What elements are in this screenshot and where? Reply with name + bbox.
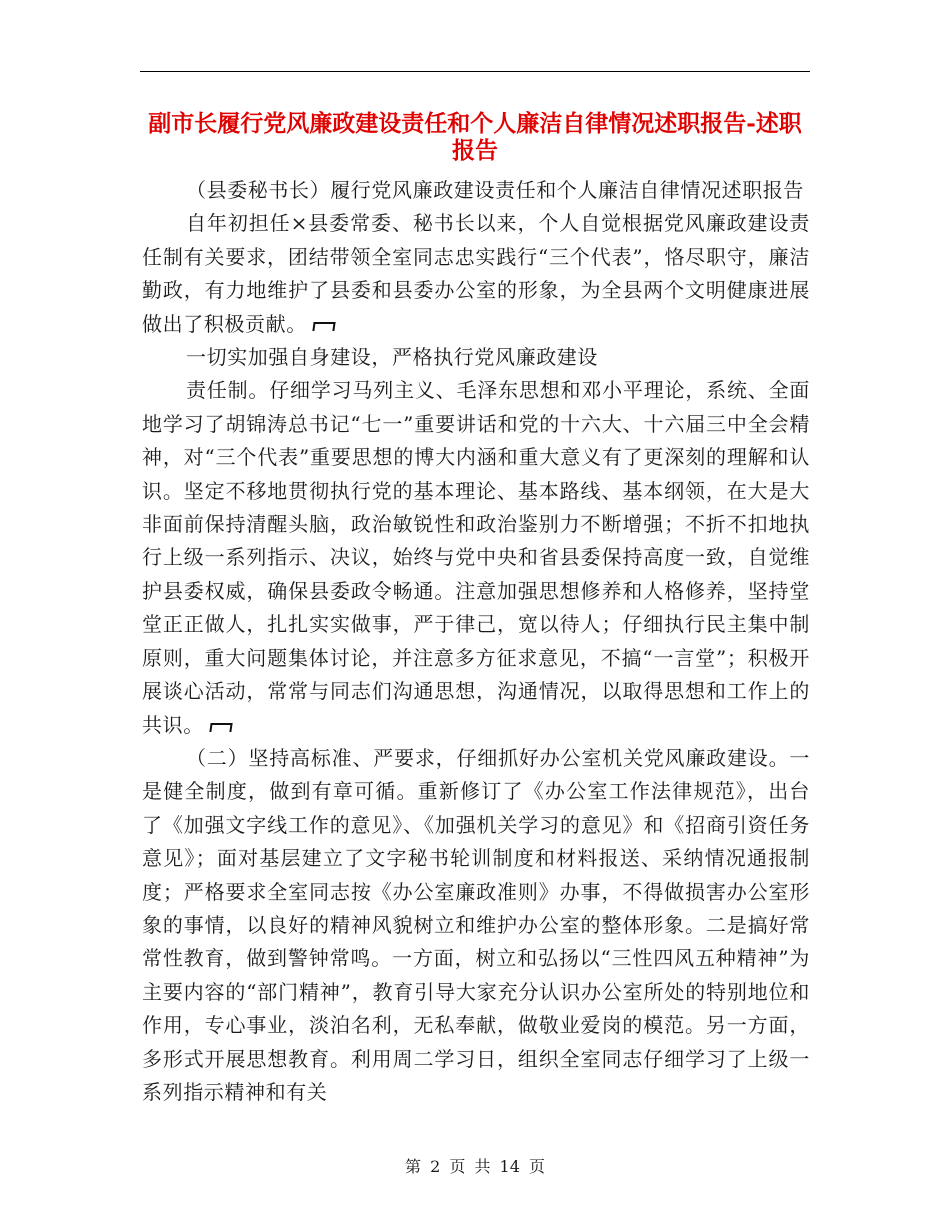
bracket-mark-icon [209, 723, 232, 732]
paragraph-intro [142, 207, 810, 341]
paragraph-intro-text: 自年初担任×县委常委、秘书长以来，个人自觉根据党风廉政建设责任制有关要求，团结带领全室同志忠实践行“三个代表”，恪尽职守，廉洁勤政，有力地维护了县委和县委办公室的形象，为全县两个文明健康进展做出了积极贡献。 [142, 211, 810, 336]
page-footer: 第 2 页 共 14 页 [405, 1157, 545, 1176]
document-body [142, 174, 810, 1109]
paragraph-office-building: （二）坚持高标准、严要求，仔细抓好办公室机关党风廉政建设。一是健全制度，做到有章可循。重新修订了《办公室工作法律规范》，出台了《加强文字线工作的意见》、《加强机关学习的意见》和《招商引资任务意见》；面对基层建立了文字秘书轮训制度和材料报送、采纳情况通报制度；严格要求全室同志按《办公室廉政准则》办事，不得做损害办公室形象的事情，以良好的精神风貌树立和维护办公室的整体形象。二是搞好常常性教育，做到警钟常鸣。一方面，树立和弘扬以“三性四风五种精神”为主要内容的“部门精神”，教育引导大家充分认识办公室所处的特别地位和作用，专心事业，淡泊名利，无私奉献，做敬业爱岗的模范。另一方面，多形式开展思想教育。利用周二学习日，组织全室同志仔细学习了上级一系列指示精神和有关 [142, 745, 810, 1104]
paragraph-responsibility-text: 责任制。仔细学习马列主义、毛泽东思想和邓小平理论，系统、全面地学习了胡锦涛总书记“七一”重要讲话和党的十六大、十六届三中全会精神，对“三个代表”重要思想的博大内涵和重大意义有了更深刻的理解和认识。坚定不移地贯彻执行党的基本理论、基本路线、基本纲领，在大是大非面前保持清醒头脑，政治敏锐性和政治鉴别力不断增强；不折不扣地执行上级一系列指示、决议，始终与党中央和省县委保持高度一致，自觉维护县委权威，确保县委政令畅通。注意加强思想修养和人格修养，坚持堂堂正正做人，扎扎实实做事，严于律己，宽以待人；仔细执行民主集中制原则，重大问题集体讨论，并注意多方征求意见，不搞“一言堂”；积极开展谈心活动，常常与同志们沟通思想，沟通情况，以取得思想和工作上的共识。 [142, 378, 810, 737]
header-rule [140, 71, 810, 72]
bracket-mark-icon [312, 322, 335, 331]
paragraph-responsibility [142, 374, 810, 741]
document-title: 副市长履行党风廉政建设责任和个人廉洁自律情况述职报告-述职报告 [148, 110, 802, 164]
paragraph-section-heading: 一切实加强自身建设，严格执行党风廉政建设 [186, 345, 598, 370]
paragraph-subtitle: （县委秘书长）履行党风廉政建设责任和个人廉洁自律情况述职报告 [186, 178, 804, 202]
